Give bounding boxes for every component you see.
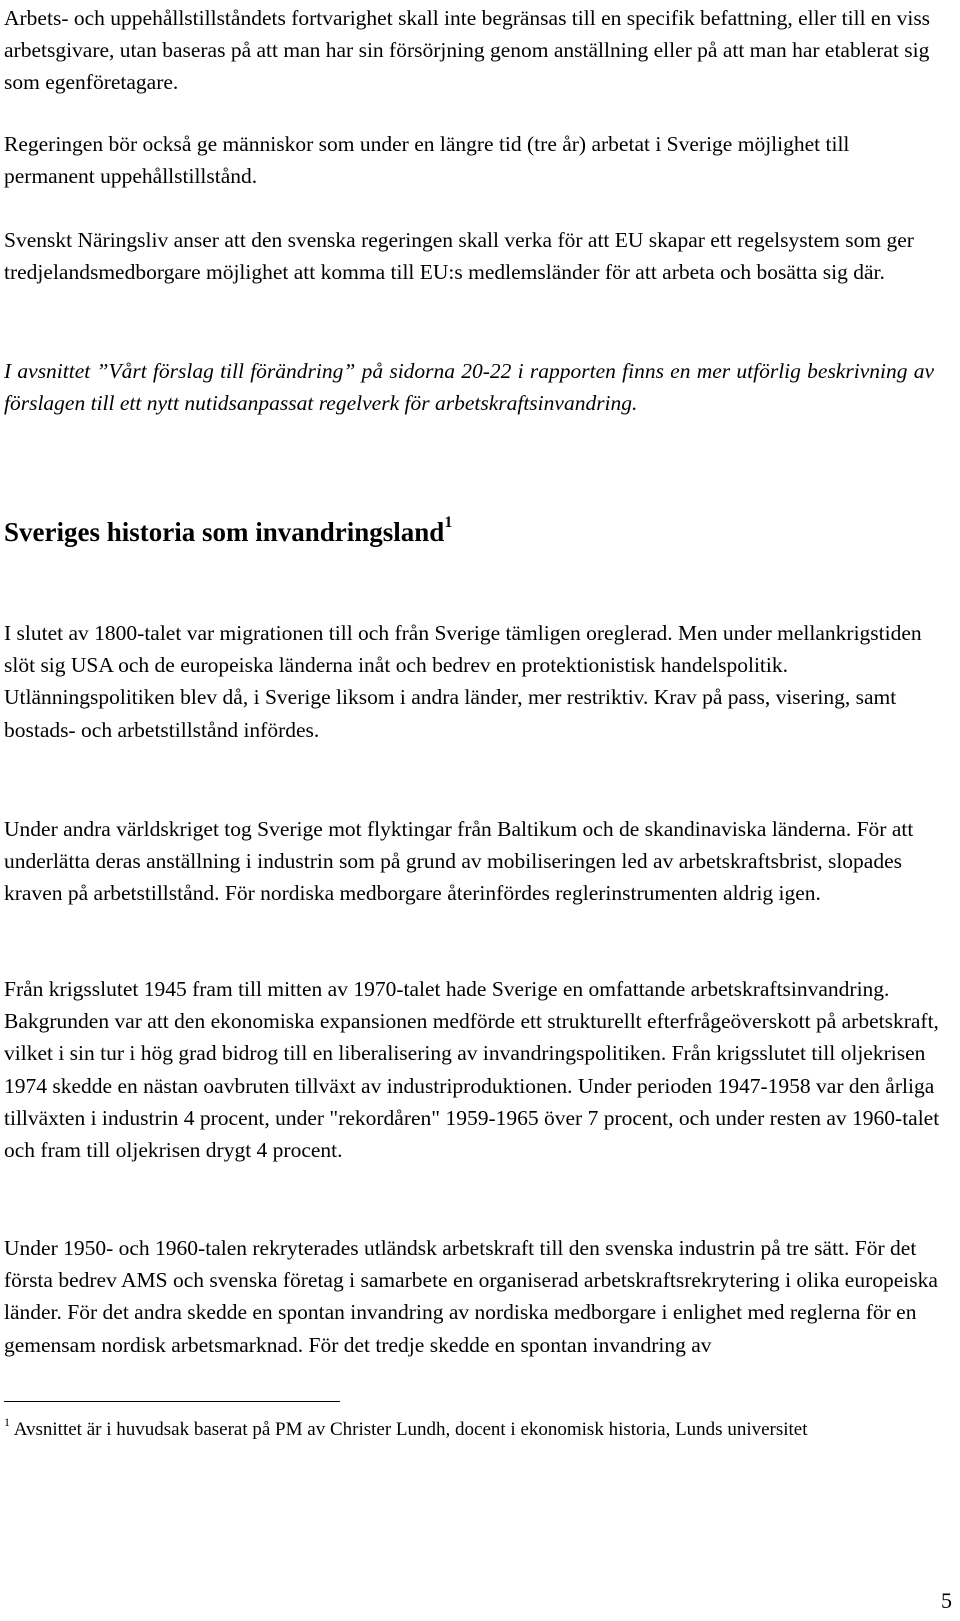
paragraph-recruitment-methods: Under 1950- och 1960-talen rekryterades utländsk arbetskraft till den svenska industrin på tre sätt. För det första bedrev AMS och svenska företag i samarbete en organiserad arbetskraftsrekrytering i olika europeiska länder. För det andra skedde en spontan invandring av nordiska medborgare i enlighet med reglerna för en gemensam nordisk arbetsmarknad. För det tredje skedde en spontan invandring av: [4, 1236, 938, 1357]
page-number: 5: [941, 1588, 952, 1613]
paragraph-permanent-residence: Regeringen bör också ge människor som under en längre tid (tre år) arbetat i Sverige möjlighet till permanent uppehållstillstånd.: [4, 132, 850, 189]
section-heading-text: Sveriges historia som invandringsland: [4, 517, 445, 547]
footnote-text: Avsnittet är i huvudsak baserat på PM av Christer Lundh, docent i ekonomisk historia, Lunds universitet: [10, 1419, 808, 1440]
footnote-divider: [4, 1401, 340, 1402]
paragraph-eu-regulation: Svenskt Näringsliv anser att den svenska regeringen skall verka för att EU skapar ett regelsystem som ger tredjelandsmedborgare möjlighet att komma till EU:s medlemsländer för att arbeta och bosätta sig där.: [4, 228, 914, 285]
paragraph-1800s-migration: I slutet av 1800-talet var migrationen till och från Sverige tämligen oreglerad. Men under mellankrigstiden slöt sig USA och de europeiska länderna inåt och bedrev en protektionistisk handelspolitik. Utlänningspolitiken blev då, i Sverige liksom i andra länder, mer restriktiv. Krav på pass, visering, samt bostads- och arbetstillstånd infördes.: [4, 621, 922, 742]
paragraph-world-war-two: Under andra världskriget tog Sverige mot flyktingar från Baltikum och de skandinaviska länderna. För att underlätta deras anställning i industrin som på grund av mobiliseringen led av arbetskraftsbrist, slopades kraven på arbetstillstånd. För nordiska medborgare återinfördes reglerinstrumenten aldrig igen.: [4, 817, 914, 906]
heading-footnote-ref: 1: [444, 514, 453, 531]
section-heading: [4, 514, 452, 550]
paragraph-section-reference: I avsnittet ”Vårt förslag till förändring” på sidorna 20-22 i rapporten finns en mer utförlig beskrivning av förslagen till ett nytt nutidsanpassat regelverk för arbetskraftsinvandring.: [4, 359, 934, 416]
paragraph-permit-duration: Arbets- och uppehållstillståndets fortvarighet skall inte begränsas till en specifik befattning, eller till en viss arbetsgivare, utan baseras på att man har sin försörjning genom anställning eller på att man har etablerat sig som egenföretagare.: [4, 6, 931, 95]
footnote-marker: 1: [4, 1414, 10, 1429]
footnote: [4, 1416, 924, 1444]
paragraph-postwar-labour: Från krigsslutet 1945 fram till mitten av 1970-talet hade Sverige en omfattande arbetskraftsinvandring. Bakgrunden var att den ekonomiska expansionen medförde ett strukturellt efterfrågeöverskott på arbetskraft, vilket i sin tur i hög grad bidrog till en liberalisering av invandringspolitiken. Från krigsslutet till oljekrisen 1974 skedde en nästan oavbruten tillväxt av industriproduktionen. Under perioden 1947-1958 var den årliga tillväxten i industrin 4 procent, under "rekordåren" 1959-1965 över 7 procent, och under resten av 1960-talet och fram till oljekrisen drygt 4 procent.: [4, 977, 940, 1163]
